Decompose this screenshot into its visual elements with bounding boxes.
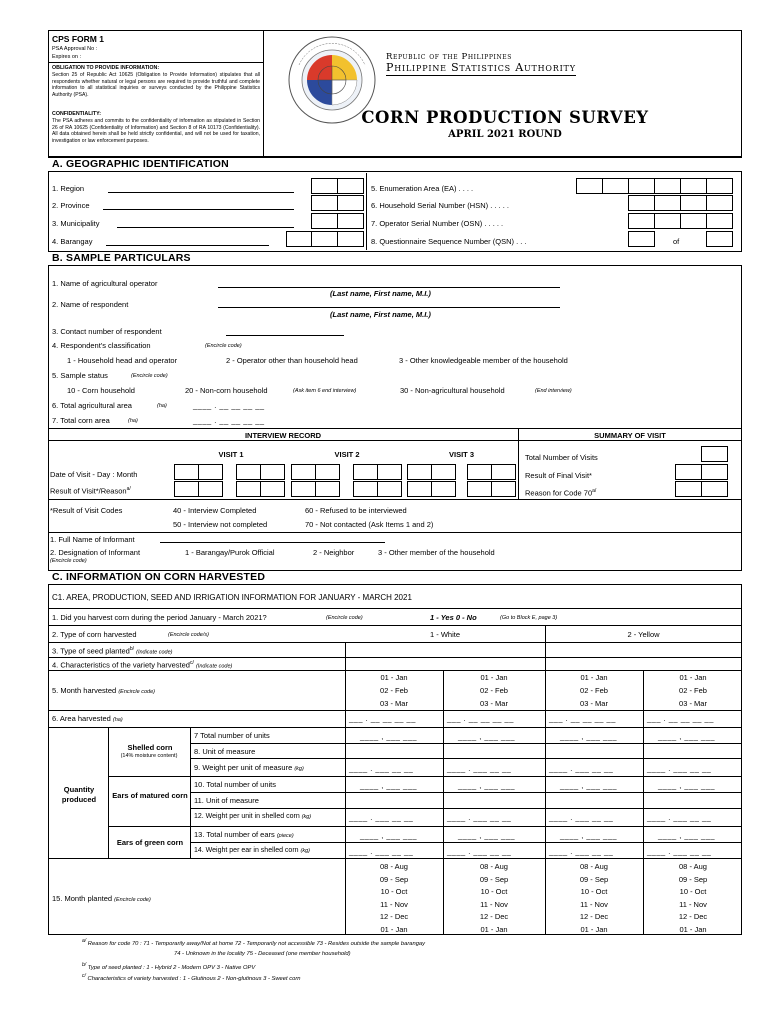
c-row-rule-1 (48, 608, 742, 609)
agri-area-input[interactable]: ____ . __ __ __ __ (193, 401, 265, 410)
visit2-reason-box-1[interactable] (353, 481, 378, 497)
harvest-col1-mar[interactable]: 03 - Mar (380, 699, 408, 708)
hsn-box-1[interactable] (628, 195, 655, 211)
c-row-rule-4 (48, 657, 742, 658)
label-total-corn-area: 7. Total corn area (52, 416, 110, 425)
planted-col2-month-5[interactable]: 12 - Dec (479, 912, 509, 921)
harvest-q1-options[interactable]: 1 - Yes 0 - No (430, 613, 477, 622)
characteristics-text: 4. Characteristics of the variety harvested (52, 660, 190, 670)
planted-col4-month-5[interactable]: 12 - Dec (678, 912, 708, 921)
label-characteristics (52, 660, 232, 670)
code-40: 40 - Interview Completed (173, 506, 257, 515)
confidentiality-title: CONFIDENTIALITY: (52, 111, 102, 117)
hsn-box-4[interactable] (706, 195, 733, 211)
qty-col2-item10[interactable]: ____ , ___ ___ (458, 781, 516, 790)
label-hsn: 6. Household Serial Number (HSN) . . . . . (371, 201, 509, 210)
c-row-rule-6 (48, 710, 742, 711)
c-row-rule-15 (48, 858, 742, 859)
interview-record-title: INTERVIEW RECORD (244, 431, 322, 440)
planted-col3-month-6[interactable]: 01 - Jan (580, 924, 608, 934)
visit2-day-box-2[interactable] (315, 464, 340, 480)
corn-yellow-option[interactable]: 2 - Yellow (627, 630, 660, 639)
sample-status-opt-30[interactable]: 30 - Non-agricultural household (400, 386, 505, 395)
header-left-rule (48, 62, 263, 63)
qsn-of-label: of (673, 237, 680, 246)
result-of-visit-text: Result of Visit*/Reason (50, 486, 127, 496)
osn-box-1[interactable] (628, 213, 655, 229)
label-harvest-q1: 1. Did you harvest corn during the period January - March 2021? (52, 613, 267, 622)
area-harvested-col1[interactable]: ___ . __ __ __ __ (349, 714, 416, 723)
visit1-day-box-1[interactable] (174, 464, 199, 480)
respondent-name-line[interactable] (218, 298, 560, 308)
c-col-rule-6 (190, 727, 191, 858)
qty-col2-item12[interactable]: ____ . ___ __ __ (447, 813, 512, 822)
planted-col4-month-6[interactable]: 01 - Jan (679, 924, 707, 934)
c1-title: C1. AREA, PRODUCTION, SEED AND IRRIGATION INFORMATION FOR JANUARY - MARCH 2021 (52, 593, 412, 602)
visit1-reason-box-1[interactable] (236, 481, 261, 497)
form-id: CPS FORM 1 (52, 34, 104, 44)
c-row-rule-13 (108, 826, 742, 827)
c-row-rule-14 (190, 842, 742, 843)
characteristics-hint: (Indicate code) (195, 663, 233, 670)
visit1-result-box-1[interactable] (174, 481, 199, 497)
ea-box-2[interactable] (602, 178, 629, 194)
region-code-box-1[interactable] (311, 178, 338, 194)
qty-col4-item7[interactable]: ____ , ___ ___ (658, 732, 716, 741)
result-of-visit-sup: a/ (126, 486, 131, 492)
month-planted-hint: (Encircle code) (114, 897, 151, 903)
section-b-title: B. SAMPLE PARTICULARS (48, 251, 742, 266)
harvest-col2-feb[interactable]: 02 - Feb (480, 686, 508, 695)
reason-70-text: Reason for Code 70 (525, 488, 593, 498)
item-9-text: 9. Weight per unit of measure (194, 763, 293, 772)
c-col-rule-1 (345, 642, 346, 935)
visit3-reason-box-1[interactable] (467, 481, 492, 497)
footnote-c-text: Characteristics of variety harvested : 1 - Glutinous 2 - Non-glutinous 3 - Sweet corn (87, 975, 301, 982)
final-visit-box-1[interactable] (675, 464, 702, 480)
planted-col3-month-3[interactable]: 10 - Oct (580, 887, 608, 896)
interview-table-header-bottom (48, 440, 742, 441)
c-col-rule-4 (643, 670, 644, 935)
green-corn-label: Ears of green corn (116, 838, 184, 847)
classification-opt-3[interactable]: 3 - Other knowledgeable member of the household (399, 356, 568, 365)
month-harvested-text: 5. Month harvested (52, 686, 117, 695)
qty-col1-item9[interactable]: ____ . ___ __ __ (349, 764, 414, 773)
footnote-a-sup: a/ (82, 938, 87, 944)
province-code-box-2[interactable] (337, 195, 364, 211)
item-14-text: 14. Weight per ear in shelled corn (194, 847, 299, 854)
label-ea: 5. Enumeration Area (EA) . . . . (371, 184, 474, 193)
label-area-harvested (52, 714, 123, 723)
province-line[interactable] (103, 200, 294, 210)
c-row-rule-12 (190, 808, 742, 809)
classification-opt-1[interactable]: 1 - Household head and operator (67, 356, 178, 365)
footnote-b (82, 962, 255, 971)
harvest-col3-feb[interactable]: 02 - Feb (580, 686, 608, 695)
item-13-text: 13. Total number of ears (194, 830, 275, 839)
informant-designation-hint: (Encircle code) (50, 558, 87, 564)
harvest-col2-mar[interactable]: 03 - Mar (480, 699, 508, 708)
shelled-corn-hint: (14% moisture content) (120, 753, 178, 759)
harvest-q1-goto: (Go to Block E, page 3) (500, 615, 558, 621)
matured-corn-label: Ears of matured corn (112, 791, 188, 800)
harvest-col4-feb[interactable]: 02 - Feb (679, 686, 707, 695)
confidentiality-text: The PSA adheres and commits to the confidentiality of information as stipulated in Section 26 of RA 10625 (Confidentiality of Information) and Section 8 of RA 10173 (Confidentiality). All data obtained herein shall be held strictly confidential, and will not be used for taxation, investigation or law enforcement purposes. (52, 118, 260, 144)
label-region: 1. Region (52, 184, 85, 193)
municipality-code-box-1[interactable] (311, 213, 338, 229)
item-9-label (194, 763, 304, 772)
republic-label: Republic of the Philippines (386, 52, 512, 62)
informant-name-line[interactable] (160, 534, 385, 543)
label-month-harvested (52, 686, 155, 695)
designation-opt-3[interactable]: 3 - Other member of the household (378, 548, 495, 557)
obligation-text: Section 25 of Republic Act 10625 (Obligation to Provide Information) stipulates that all respondents whether natural or legal persons are required to provide truthful and complete information to all statistical inquiries or surveys conducted by the Philippine Statistics Authority (PSA). (52, 72, 260, 98)
item-11-label: 11. Unit of measure (194, 796, 259, 805)
reason-70-box-2[interactable] (701, 481, 728, 497)
item-12-unit: (kg) (301, 814, 312, 820)
seed-planted-text: 3. Type of seed planted (52, 646, 130, 656)
ea-box-4[interactable] (654, 178, 681, 194)
planted-col1-month-6[interactable]: 01 - Jan (380, 924, 408, 934)
qty-col4-item14[interactable]: ____ . ___ __ __ (647, 847, 712, 856)
type-corn-hint: (Encircle code/s) (168, 632, 209, 638)
section-a-title: A. GEOGRAPHIC IDENTIFICATION (48, 157, 742, 172)
item-9-unit: (kg) (294, 766, 304, 772)
item-8-label: 8. Unit of measure (194, 747, 256, 756)
classification-opt-2[interactable]: 2 - Operator other than household head (226, 356, 358, 365)
month-planted-text: 15. Month planted (52, 894, 113, 903)
planted-col2-month-2[interactable]: 09 - Sep (479, 874, 509, 884)
footnote-a (82, 938, 425, 947)
c-row-rule-10 (108, 776, 742, 777)
footnote-b-sup: b/ (82, 962, 87, 968)
header-divider (263, 30, 264, 156)
seed-planted-sup: b/ (129, 646, 135, 652)
planted-col4-month-1[interactable]: 08 - Aug (679, 862, 707, 871)
c-row-rule-3 (48, 642, 742, 643)
label-classification: 4. Respondent's classification (52, 341, 151, 350)
label-result-of-visit (50, 486, 131, 496)
code-50: 50 - Interview not completed (173, 520, 268, 529)
label-contact: 3. Contact number of respondent (52, 327, 162, 336)
summary-visit-title: SUMMARY OF VISIT (594, 431, 666, 440)
qty-col3-item14[interactable]: ____ . ___ __ __ (549, 847, 614, 856)
corn-white-option[interactable]: 1 - White (429, 630, 460, 639)
survey-round: APRIL 2021 ROUND (448, 129, 562, 140)
qty-col3-item12[interactable]: ____ . ___ __ __ (549, 813, 614, 822)
harvest-col1-jan[interactable]: 01 - Jan (380, 673, 408, 682)
operator-name-hint: (Last name, First name, M.I.) (330, 289, 431, 298)
region-code-box-2[interactable] (337, 178, 364, 194)
result-codes-label: *Result of Visit Codes (50, 506, 123, 515)
planted-col1-month-1[interactable]: 08 - Aug (380, 862, 408, 871)
barangay-line[interactable] (106, 236, 269, 246)
c-col-rule-3 (545, 625, 546, 935)
item-13-label (194, 830, 294, 839)
label-province: 2. Province (52, 201, 90, 210)
c-col-rule-2 (443, 670, 444, 935)
ea-box-6[interactable] (706, 178, 733, 194)
planted-col4-month-3[interactable]: 10 - Oct (679, 887, 707, 896)
sample-status-hint: (Encircle code) (131, 373, 168, 379)
c-row-rule-5 (48, 670, 742, 671)
ea-box-5[interactable] (680, 178, 707, 194)
informant-top-rule (48, 532, 742, 533)
c-row-rule-2 (48, 625, 742, 626)
survey-title: CORN PRODUCTION SURVEY (361, 108, 649, 127)
approval-no: PSA Approval No : (52, 46, 98, 52)
item-12-text: 12. Weight per unit in shelled corn (194, 813, 300, 820)
sample-status-opt-20[interactable]: 20 - Non-corn household (185, 386, 268, 395)
qty-col3-item7[interactable]: ____ , ___ ___ (560, 732, 618, 741)
item-7-label: 7 Total number of units (194, 731, 270, 740)
sample-status-opt-10[interactable]: 10 - Corn household (67, 386, 135, 395)
interview-table-bottom (48, 499, 742, 500)
c-row-rule-9 (190, 758, 742, 759)
corn-area-unit: (ha) (128, 418, 138, 424)
expires-on: Expires on : (52, 54, 82, 60)
qty-col2-item7[interactable]: ____ , ___ ___ (458, 732, 516, 741)
label-municipality: 3. Municipality (52, 219, 100, 228)
label-informant-name: 1. Full Name of Informant (50, 535, 135, 544)
visit1-result-box-2[interactable] (198, 481, 223, 497)
qty-col1-item7[interactable]: ____ , ___ ___ (360, 732, 418, 741)
visit3-reason-box-2[interactable] (491, 481, 516, 497)
hsn-box-2[interactable] (654, 195, 681, 211)
area-harvested-col2[interactable]: ___ . __ __ __ __ (447, 714, 514, 723)
qty-col4-item13[interactable]: ____ , ___ ___ (658, 831, 716, 840)
operator-name-line[interactable] (218, 278, 560, 288)
label-type-corn: 2. Type of corn harvested (52, 630, 137, 639)
visit3-month-box-2[interactable] (491, 464, 516, 480)
qty-col3-item13[interactable]: ____ , ___ ___ (560, 831, 618, 840)
label-operator: 1. Name of agricultural operator (52, 279, 158, 288)
label-month-planted (52, 894, 151, 903)
qty-col2-item9[interactable]: ____ . ___ __ __ (447, 764, 512, 773)
agri-area-unit: (ha) (157, 403, 167, 409)
quantity-produced-label: Quantity produced (61, 785, 97, 804)
item-13-unit: (piece) (276, 833, 294, 839)
footnote-a-cont: 74 - Unknown in the locality 75 - Deceased (one member household) (174, 951, 351, 957)
visit3-day-box-2[interactable] (431, 464, 456, 480)
code-60: 60 - Refused to be interviewed (305, 506, 407, 515)
label-barangay: 4. Barangay (52, 237, 93, 246)
province-code-box-1[interactable] (311, 195, 338, 211)
harvest-col1-feb[interactable]: 02 - Feb (380, 686, 408, 695)
planted-col1-month-2[interactable]: 09 - Sep (379, 874, 409, 884)
qty-col4-item10[interactable]: ____ , ___ ___ (658, 781, 716, 790)
c-row-rule-8 (190, 743, 742, 744)
contact-number-line[interactable] (226, 326, 344, 336)
qty-col3-item9[interactable]: ____ . ___ __ __ (549, 764, 614, 773)
code-70: 70 - Not contacted (Ask Items 1 and 2) (305, 520, 434, 529)
qty-col4-item9[interactable]: ____ . ___ __ __ (647, 764, 712, 773)
harvest-col3-mar[interactable]: 03 - Mar (580, 699, 608, 708)
label-final-visit: Result of Final Visit* (525, 471, 592, 480)
label-seed-planted (52, 646, 173, 656)
planted-col2-month-6[interactable]: 01 - Jan (480, 924, 508, 934)
barangay-code-box-3[interactable] (337, 231, 364, 247)
visit1-day-box-2[interactable] (198, 464, 223, 480)
qty-col1-item10[interactable]: ____ , ___ ___ (360, 781, 418, 790)
planted-col3-month-1[interactable]: 08 - Aug (580, 862, 608, 871)
label-informant-designation: 2. Designation of Informant (50, 548, 141, 557)
section-c-title: C. INFORMATION ON CORN HARVESTED (48, 570, 742, 585)
qsn-box-2[interactable] (706, 231, 733, 247)
visit2-month-box-2[interactable] (377, 464, 402, 480)
item-14-label (194, 847, 310, 854)
footnote-a-text: Reason for code 70 : 71 - Temporarily away/Not at home 72 - Temporarily not accessible 73 - Resides outside the sample barangay (87, 940, 426, 947)
visit3-day-box-1[interactable] (407, 464, 432, 480)
visit2-month-box-1[interactable] (353, 464, 378, 480)
planted-col2-month-3[interactable]: 10 - Oct (480, 887, 508, 896)
item-10-label: 10. Total number of units (194, 780, 276, 789)
planted-col1-month-4[interactable]: 11 - Nov (380, 899, 408, 909)
barangay-code-box-1[interactable] (286, 231, 313, 247)
planted-col3-month-2[interactable]: 09 - Sep (579, 874, 609, 884)
visit1-month-box-1[interactable] (236, 464, 261, 480)
classification-hint: (Encircle code) (205, 343, 242, 349)
planted-col3-month-5[interactable]: 12 - Dec (579, 912, 609, 921)
planted-col4-month-2[interactable]: 09 - Sep (678, 874, 708, 884)
total-visits-box[interactable] (701, 446, 728, 462)
footnote-c-sup: c/ (82, 973, 86, 979)
item-12-label (194, 813, 311, 820)
harvest-col2-jan[interactable]: 01 - Jan (480, 673, 508, 682)
planted-col4-month-4[interactable]: 11 - Nov (679, 899, 707, 909)
label-date-of-visit: Date of Visit - Day : Month (50, 470, 138, 479)
final-visit-box-2[interactable] (701, 464, 728, 480)
qsn-box-1[interactable] (628, 231, 655, 247)
harvest-col4-jan[interactable]: 01 - Jan (679, 673, 707, 682)
harvest-col3-jan[interactable]: 01 - Jan (580, 673, 608, 682)
region-line[interactable] (108, 183, 294, 193)
qty-col2-item13[interactable]: ____ , ___ ___ (458, 831, 516, 840)
planted-col1-month-5[interactable]: 12 - Dec (379, 912, 409, 921)
area-harvested-hint: (ha) (112, 717, 123, 723)
visit3-result-box-2[interactable] (431, 481, 456, 497)
designation-opt-2[interactable]: 2 - Neighbor (313, 548, 355, 557)
visit-2-label: VISIT 2 (334, 450, 360, 459)
visit3-result-box-1[interactable] (407, 481, 432, 497)
area-harvested-text: 6. Area harvested (52, 714, 111, 723)
qty-col3-item10[interactable]: ____ , ___ ___ (560, 781, 618, 790)
visit-3-label: VISIT 3 (448, 450, 474, 459)
visit2-result-box-2[interactable] (315, 481, 340, 497)
seed-planted-hint: (Indicate code) (136, 649, 173, 656)
obligation-title: OBLIGATION TO PROVIDE INFORMATION: (52, 65, 160, 71)
harvest-col4-mar[interactable]: 03 - Mar (679, 699, 707, 708)
qty-col1-item14[interactable]: ____ . ___ __ __ (349, 847, 414, 856)
shelled-corn-label: Shelled corn (127, 743, 173, 752)
visit1-month-box-2[interactable] (260, 464, 285, 480)
footnote-b-text: Type of seed planted : 1 - Hybrid 2 - Modern OPV 3 - Native OPV (87, 964, 256, 971)
corn-area-input[interactable]: ____ . __ __ __ __ (193, 416, 265, 425)
footnote-c (82, 973, 300, 982)
label-osn: 7. Operator Serial Number (OSN) . . . . . (371, 219, 504, 228)
municipality-code-box-2[interactable] (337, 213, 364, 229)
label-total-agri-area: 6. Total agricultural area (52, 401, 132, 410)
respondent-name-hint: (Last name, First name, M.I.) (330, 310, 431, 319)
qty-col1-item13[interactable]: ____ , ___ ___ (360, 831, 418, 840)
label-respondent: 2. Name of respondent (52, 300, 129, 309)
visit2-day-box-1[interactable] (291, 464, 316, 480)
section-a-divider (366, 173, 367, 250)
label-sample-status: 5. Sample status (52, 371, 108, 380)
visit1-reason-box-2[interactable] (260, 481, 285, 497)
month-harvested-hint: (Encircle code) (118, 689, 155, 695)
label-qsn: 8. Questionnaire Sequence Number (QSN) . . . (371, 237, 527, 246)
qty-col2-item14[interactable]: ____ . ___ __ __ (447, 847, 512, 856)
interview-table-top (48, 428, 742, 429)
sample-status-opt-30-hint: (End interview) (535, 388, 572, 394)
qty-col4-item12[interactable]: ____ . ___ __ __ (647, 813, 712, 822)
osn-box-4[interactable] (706, 213, 733, 229)
ea-box-3[interactable] (628, 178, 655, 194)
visit2-result-box-1[interactable] (291, 481, 316, 497)
osn-box-2[interactable] (654, 213, 681, 229)
area-harvested-col3[interactable]: ___ . __ __ __ __ (549, 714, 616, 723)
osn-box-3[interactable] (680, 213, 707, 229)
planted-col3-month-4[interactable]: 11 - Nov (580, 899, 608, 909)
planted-col1-month-3[interactable]: 10 - Oct (380, 887, 408, 896)
ea-box-1[interactable] (576, 178, 603, 194)
label-reason-70 (525, 488, 596, 498)
visit-1-label: VISIT 1 (218, 450, 244, 459)
municipality-line[interactable] (117, 218, 294, 228)
harvest-q1-hint: (Encircle code) (326, 615, 363, 621)
qty-col1-item12[interactable]: ____ . ___ __ __ (349, 813, 414, 822)
c-row-rule-11 (190, 792, 742, 793)
hsn-box-3[interactable] (680, 195, 707, 211)
reason-70-sup: a/ (592, 488, 597, 494)
sample-status-opt-20-hint: (Ask item 6 end interview) (293, 388, 357, 394)
agency-name: Philippine Statistics Authority (386, 61, 576, 74)
planted-col2-month-1[interactable]: 08 - Aug (480, 862, 508, 871)
barangay-code-box-2[interactable] (311, 231, 338, 247)
c-col-rule-5 (108, 727, 109, 858)
c-row-rule-7 (48, 727, 742, 728)
area-harvested-col4[interactable]: ___ . __ __ __ __ (647, 714, 714, 723)
label-total-visits: Total Number of Visits (525, 453, 598, 462)
reason-70-box-1[interactable] (675, 481, 702, 497)
visit3-month-box-1[interactable] (467, 464, 492, 480)
planted-col2-month-4[interactable]: 11 - Nov (480, 899, 508, 909)
designation-opt-1[interactable]: 1 - Barangay/Purok Official (185, 548, 275, 557)
visit2-reason-box-2[interactable] (377, 481, 402, 497)
characteristics-sup: c/ (189, 660, 194, 666)
item-14-unit: (kg) (300, 848, 310, 854)
